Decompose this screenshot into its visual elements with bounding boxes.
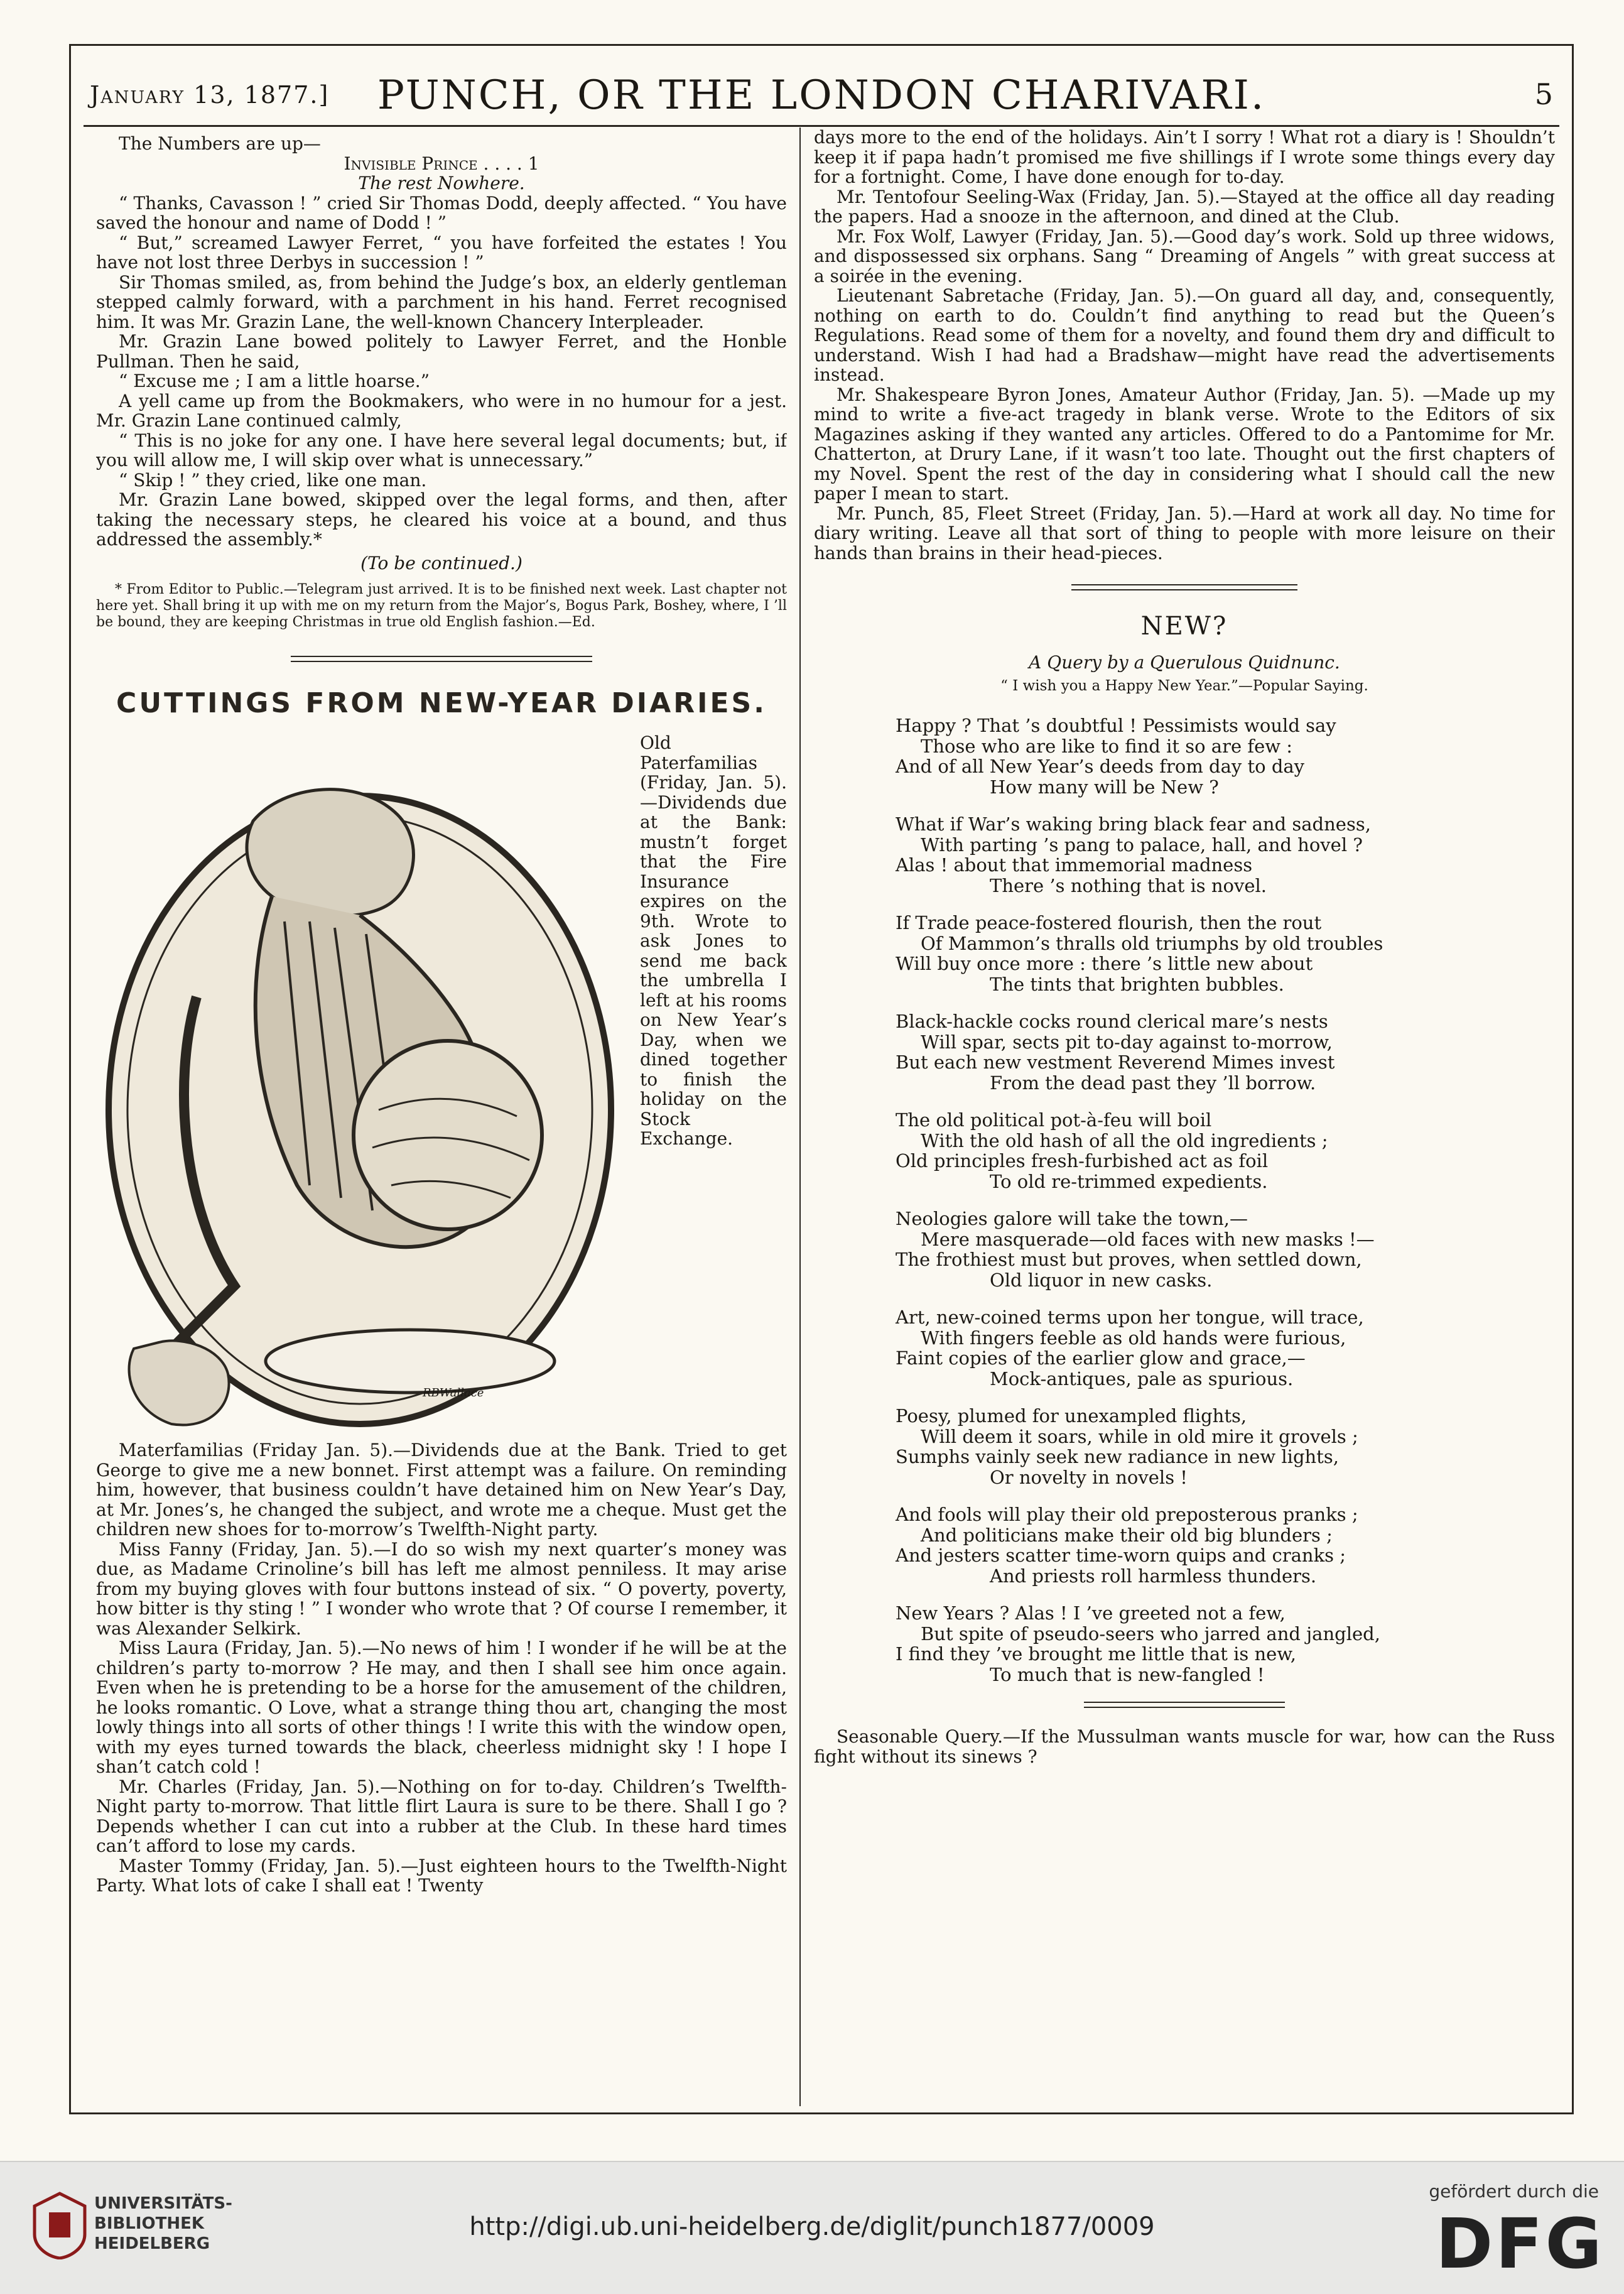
poem-stanza: [896, 913, 1555, 994]
poem-line: Mock-antiques, pale as spurious.: [990, 1367, 1294, 1389]
funder-label: gefördert durch die: [1429, 2181, 1599, 2202]
poem-line: And fools will play their old preposterous pranks ;: [896, 1504, 1358, 1525]
cartoon-drawing: [96, 733, 624, 1437]
page-header: [84, 65, 1559, 127]
column-divider: [799, 128, 801, 2106]
library-name-line: BIBLIOTHEK: [94, 2214, 205, 2233]
intro-line: Invisible Prince . . . . 1: [344, 153, 539, 174]
poem-line: There ’s nothing that is novel.: [990, 874, 1267, 896]
poem-line: Of Mammon’s thralls old triumphs by old troubles: [921, 932, 1383, 954]
diary-entry: Miss Fanny (Friday, Jan. 5).—I do so wish my next quarter’s money was due, as Madame Crinoline’s bill has left me almost penniless. It may arise from my buying gloves with four buttons instead of six. “ O poverty, poverty, how bitter is thy sting ! ” I wonder who wrote that ? Of course I remember, it was Alexander Selkirk.: [96, 1538, 787, 1639]
dfg-logo-text: DFG: [1436, 2204, 1605, 2284]
right-column: [814, 128, 1555, 2106]
story-paragraph: Mr. Grazin Lane bowed, skipped over the legal forms, and then, after taking the necessary steps, he cleared his voice at a bound, and thus addressed the assembly.*: [96, 489, 787, 550]
section-title: CUTTINGS FROM NEW-YEAR DIARIES.: [116, 687, 767, 719]
poem-stanza: [896, 1603, 1555, 1685]
poem-line: Faint copies of the earlier glow and grace,—: [896, 1347, 1306, 1369]
poem-line: And of all New Year’s deeds from day to day: [896, 756, 1305, 777]
poem-line: The tints that brighten bubbles.: [990, 973, 1284, 995]
poem-line: Art, new-coined terms upon her tongue, will trace,: [896, 1307, 1364, 1328]
poem-line: To old re-trimmed expedients.: [990, 1170, 1268, 1192]
masthead-title: PUNCH, OR THE LONDON CHARIVARI.: [377, 72, 1266, 119]
dfg-logo: [1436, 2204, 1605, 2284]
poem-line: And politicians make their old big blunders ;: [921, 1524, 1333, 1546]
poem-line: Will buy once more : there ’s little new about: [896, 953, 1313, 974]
poem-stanza: [896, 1504, 1555, 1586]
poem-line: With fingers feeble as old hands were furious,: [921, 1327, 1346, 1349]
section-divider: [1084, 1702, 1285, 1708]
seasonable-query: Seasonable Query.—If the Mussulman wants muscle for war, how can the Russ fight without its sinews ?: [814, 1726, 1555, 1767]
footnote: * From Editor to Public.—Telegram just arrived. It is to be finished next week. Last chapter not here yet. Shall bring it up with me on my return from the Major’s, Bogus Park, Boshey, where, I ’ll be bound, they are keeping Christmas in true old English fashion.—Ed.: [96, 582, 787, 630]
poem-line: What if War’s waking bring black fear and sadness,: [896, 813, 1371, 835]
poem-line: And jesters scatter time-worn quips and cranks ;: [896, 1545, 1346, 1566]
poem-line: The old political pot-à-feu will boil: [896, 1109, 1212, 1131]
diary-entry: Master Tommy (Friday, Jan. 5).—Just eighteen hours to the Twelfth-Night Party. What lots of cake I shall eat ! Twenty: [96, 1855, 787, 1896]
poem-line: If Trade peace-fostered flourish, then the rout: [896, 912, 1322, 933]
poem-line: Will spar, sects pit to-day against to-morrow,: [921, 1031, 1333, 1053]
story-paragraph: “ But,” screamed Lawyer Ferret, “ you have forfeited the estates ! You have not lost three Derbys in succession ! ”: [96, 232, 787, 273]
poem-stanza: [896, 1307, 1555, 1389]
section-divider: [1071, 584, 1297, 590]
poem-stanza: [896, 1209, 1555, 1290]
poem-epigraph: “ I wish you a Happy New Year.”—Popular Saying.: [1000, 678, 1368, 694]
poem-line: With the old hash of all the old ingredients ;: [921, 1129, 1328, 1151]
diary-entry: Lieutenant Sabretache (Friday, Jan. 5).—On guard all day, and, consequently, nothing on earth to do. Couldn’t find anything to read but the Queen’s Regulations. Read some of them for a novelty, and found them dry and difficult to understand. Wish I had had a Bradshaw—might have read the advertisements instead.: [814, 285, 1555, 385]
poem-line: Will deem it soars, while in old mire it grovels ;: [921, 1425, 1358, 1447]
page-number: 5: [1534, 77, 1553, 111]
left-column: [96, 134, 787, 2106]
poem-stanza: [896, 1406, 1555, 1487]
library-name-line: HEIDELBERG: [94, 2234, 210, 2253]
diary-entry: Mr. Punch, 85, Fleet Street (Friday, Jan. 5).—Hard at work all day. No time for diary writing. Leave all that sort of thing to people with more leisure on their hands than brains in their head-pieces.: [814, 503, 1555, 563]
poem-line: I find they ’ve brought me little that is new,: [896, 1643, 1296, 1665]
poem-line: Old liquor in new casks.: [990, 1269, 1213, 1291]
diary-entry: Mr. Shakespeare Byron Jones, Amateur Author (Friday, Jan. 5). —Made up my mind to write a five-act tragedy in blank verse. Wrote to the Editors of six Magazines asking if they wanted any articles. Offered to do a Pantomime for Mr. Chatterton, at Drury Lane, if it wasn’t too late. Thought out the first chapters of my Novel. Spent the rest of the day in considering what I should call the new paper I mean to start.: [814, 384, 1555, 504]
diary-entry: Mr. Tentofour Seeling-Wax (Friday, Jan. 5).—Stayed at the office all day reading the papers. Had a snooze in the afternoon, and dined at the Club.: [814, 186, 1555, 227]
poem-line: Sumphs vainly seek new radiance in new lights,: [896, 1446, 1339, 1467]
story-paragraph: “ Skip ! ” they cried, like one man.: [119, 469, 427, 491]
poem-stanza: [896, 1011, 1555, 1093]
poem-body: [814, 715, 1555, 1685]
cartoon-illustration: [96, 733, 624, 1437]
poem-stanza: [896, 1110, 1555, 1192]
poem-line: Neologies galore will take the town,—: [896, 1208, 1248, 1229]
poem-line: New Years ? Alas ! I ’ve greeted not a few,: [896, 1602, 1286, 1624]
newspaper-page: [69, 44, 1574, 2114]
poem-line: And priests roll harmless thunders.: [990, 1565, 1317, 1587]
poem-line: Old principles fresh-furbished act as foil: [896, 1150, 1269, 1171]
library-name-line: UNIVERSITÄTS-: [94, 2194, 232, 2213]
poem-line: Poesy, plumed for unexampled flights,: [896, 1405, 1247, 1427]
story-paragraph: Mr. Grazin Lane bowed politely to Lawyer Ferret, and the Honble Pullman. Then he said,: [96, 331, 787, 372]
poem-line: Happy ? That ’s doubtful ! Pessimists would say: [896, 715, 1336, 736]
diary-entry: Materfamilias (Friday Jan. 5).—Dividends due at the Bank. Tried to get George to give me a new bonnet. First attempt was a failure. On reminding him, however, that business couldn’t have detained him on New Year’s Day, at Mr. Jones’s, he changed the subject, and wrote me a cheque. Must get the children new shoes for to-morrow’s Twelfth-Night party.: [96, 1440, 787, 1540]
poem-stanza: [896, 715, 1555, 797]
poem-subtitle: A Query by a Querulous Quidnunc.: [1029, 652, 1340, 673]
intro-line: The Numbers are up—: [119, 134, 321, 154]
poem-line: Alas ! about that immemorial madness: [896, 854, 1253, 876]
poem-line: Or novelty in novels !: [990, 1466, 1188, 1488]
source-url[interactable]: http://digi.ub.uni-heidelberg.de/diglit/punch1877/0009: [469, 2212, 1155, 2241]
diary-entry: Mr. Fox Wolf, Lawyer (Friday, Jan. 5).—Good day’s work. Sold up three widows, and dispossessed six orphans. Sang “ Dreaming of Angels ” with great success at a soirée in the evening.: [814, 226, 1555, 286]
story-paragraph: Sir Thomas smiled, as, from behind the Judge’s box, an elderly gentleman stepped calmly forward, with a parchment in his hand. Ferret recognised him. It was Mr. Grazin Lane, the well-known Chancery Interpleader.: [96, 271, 787, 332]
poem-line: Those who are like to find it so are few :: [921, 735, 1293, 757]
story-paragraph: A yell came up from the Bookmakers, who were in no humour for a jest. Mr. Grazin Lane continued calmly,: [96, 390, 787, 431]
poem-line: Black-hackle cocks round clerical mare’s nests: [896, 1011, 1328, 1032]
artist-signature: RBWallace: [423, 1386, 484, 1400]
poem-line: To much that is new-fangled !: [990, 1663, 1265, 1685]
story-paragraph: “ This is no joke for any one. I have here several legal documents; but, if you will allow me, I will skip over what is unnecessary.”: [96, 430, 787, 470]
poem-line: But each new vestment Reverend Mimes invest: [896, 1052, 1335, 1073]
digitization-footer: [0, 2161, 1624, 2294]
poem-line: The frothiest must but proves, when settled down,: [896, 1249, 1362, 1270]
poem-line: How many will be New ?: [990, 776, 1219, 798]
poem-stanza: [896, 814, 1555, 896]
story-paragraph: “ Thanks, Cavasson ! ” cried Sir Thomas Dodd, deeply affected. “ You have saved the honour and name of Dodd ! ”: [96, 192, 787, 233]
poem-line: Mere masquerade—old faces with new masks !—: [921, 1228, 1375, 1250]
diary-entry: days more to the end of the holidays. Ain’t I sorry ! What rot a diary is ! Shouldn’t keep it if papa hadn’t promised me five shillings if I wrote some things every day for a fortnight. Come, I have done enough for to-day.: [814, 128, 1555, 187]
issue-date: January 13, 1877.]: [90, 81, 330, 109]
to-be-continued: (To be continued.): [360, 552, 522, 574]
poem-line: From the dead past they ’ll borrow.: [990, 1072, 1316, 1094]
diary-entry: Mr. Charles (Friday, Jan. 5).—Nothing on for to-day. Children’s Twelfth-Night party to-morrow. That little flirt Laura is sure to be there. Shall I go ? Depends whether I can cut into a rubber at the Club. In these hard times can’t afford to lose my cards.: [96, 1776, 787, 1856]
diary-entry: Old Paterfamilias (Friday, Jan. 5).—Dividends due at the Bank: mustn’t forget that the Fire Insurance expires on the 9th. Wrote to ask Jones to send me back the umbrella I left at his rooms on New Year’s Day, when we dined together to finish the holiday on the Stock Exchange.: [640, 732, 787, 1149]
intro-line: The rest Nowhere.: [358, 173, 525, 193]
section-divider: [291, 656, 592, 662]
poem-line: But spite of pseudo-seers who jarred and jangled,: [921, 1623, 1380, 1644]
diary-entry: Miss Laura (Friday, Jan. 5).—No news of him ! I wonder if he will be at the children’s party to-morrow ? He may, and then I shall see him once again. Even when he is pretending to be a horse for the amusement of the children, he looks romantic. O Love, what a strange thing thou art, changing the most lowly things into all sorts of other things ! I write this with the window open, with my eyes turned towards the black, cheerless midnight sky ! I hope I shan’t catch cold !: [96, 1638, 787, 1777]
poem-line: With parting ’s pang to palace, hall, and hovel ?: [921, 834, 1363, 856]
poem-title: NEW?: [1140, 612, 1228, 641]
story-paragraph: “ Excuse me ; I am a little hoarse.”: [119, 371, 430, 391]
